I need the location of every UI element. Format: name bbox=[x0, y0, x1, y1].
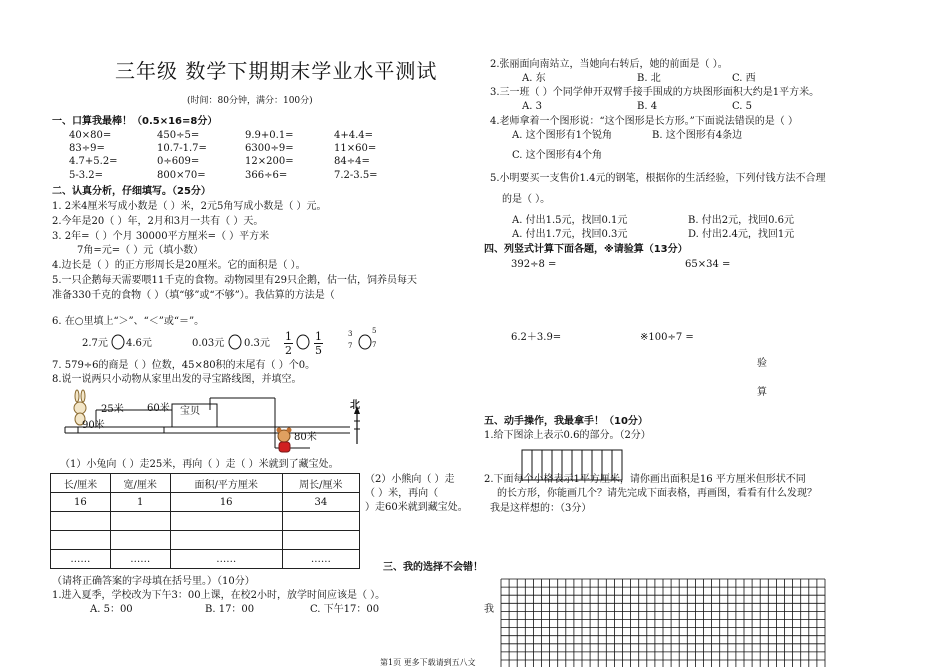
table-row bbox=[51, 531, 360, 550]
oral-calc-item: 366÷6= bbox=[245, 170, 288, 181]
fraction-numerator: 5 bbox=[372, 327, 377, 335]
page-footer: 第1页 更多下载请到五八文 bbox=[380, 658, 476, 667]
rectangle-table bbox=[50, 473, 360, 569]
calc-problem: 65×34 = bbox=[685, 259, 731, 270]
fill-question-3b: 7角=元=（ ）元（填小数） bbox=[77, 245, 204, 256]
fill-question-5a: 5.一只企鹅每天需要喂11千克的食物。动物园里有29只企鹅，估一估，饲养员每天 bbox=[52, 275, 417, 286]
bear-question-b: （ ）米，再向（ bbox=[365, 488, 439, 499]
choice-option: C. 5 bbox=[732, 101, 753, 112]
compare-value: 2.7元 bbox=[82, 338, 108, 349]
choice-option: C. 下午17：00 bbox=[310, 604, 380, 615]
choice-option: B. 17：00 bbox=[205, 604, 255, 615]
table-cell: 16 bbox=[170, 493, 282, 512]
map-label-north: 北 bbox=[350, 400, 360, 411]
fill-question-8: 8.说一说两只小动物从家里出发的寻宝路线图，并填空。 bbox=[52, 374, 302, 385]
choice-question-3: 3.三一班（ ）个同学伸开双臂手接手围成的方块图形面积大约是1平方米。 bbox=[490, 87, 820, 98]
table-cell: …… bbox=[51, 550, 111, 569]
table-cell[interactable] bbox=[282, 531, 359, 550]
table-cell[interactable] bbox=[51, 512, 111, 531]
treasure-route-map bbox=[60, 388, 390, 454]
table-header-row bbox=[51, 474, 360, 493]
verify-label: 验 bbox=[757, 358, 767, 369]
choice-question-5a: 5.小明要买一支售价1.4元的钢笔，根据你的生活经验，下列付钱方法不合理 bbox=[490, 173, 826, 184]
choice-option: A. 3 bbox=[522, 101, 542, 112]
fill-question-4: 4.边长是（ ）的正方形周长是20厘米。它的面积是（ ）。 bbox=[52, 260, 306, 271]
table-row bbox=[51, 493, 360, 512]
table-cell: …… bbox=[110, 550, 170, 569]
choice-option: B. 北 bbox=[637, 73, 661, 84]
fraction-numerator: 1 bbox=[285, 330, 292, 343]
oral-calc-item: 800×70= bbox=[157, 170, 206, 181]
oral-calc-item: 4.7+5.2= bbox=[69, 156, 118, 167]
fill-question-1: 1. 2米4厘米写成小数是（ ）米，2元5角写成小数是（ ）元。 bbox=[52, 201, 327, 212]
choice-note: （请将正确答案的字母填在括号里。）（10分） bbox=[52, 576, 255, 587]
choice-question-2: 2.张丽面向南站立，当她向右转后，她的前面是（ ）。 bbox=[490, 59, 728, 70]
table-header-cell: 面积/平方厘米 bbox=[170, 474, 282, 493]
oral-calc-item: 84÷4= bbox=[334, 156, 370, 167]
choice-option: A. 这个图形有1个锐角 bbox=[512, 130, 612, 141]
map-label-80m: 80米 bbox=[294, 432, 317, 443]
fill-question-3a: 3. 2年=（ ）个月 30000平方厘米=（ ）平方米 bbox=[52, 231, 270, 242]
oral-calc-item: 10.7-1.7= bbox=[157, 143, 207, 154]
table-cell: 1 bbox=[110, 493, 170, 512]
section-4-heading: 四、列竖式计算下面各题，※请验算（13分） bbox=[484, 244, 688, 255]
compare-circle[interactable] bbox=[111, 334, 125, 350]
oral-calc-item: 12×200= bbox=[245, 156, 294, 167]
choice-option: C. 这个图形有4个角 bbox=[512, 150, 603, 161]
operate-question-2a: 2.下面每个小格表示1平方厘米，请你画出面积是16 平方厘米但形状不同 bbox=[484, 474, 806, 485]
section-2-heading: 二、认真分析，仔细填写。（25分） bbox=[52, 186, 211, 197]
choice-option: A. 5：00 bbox=[90, 604, 133, 615]
table-cell: 34 bbox=[282, 493, 359, 512]
verify-label: 算 bbox=[757, 387, 767, 398]
choice-option: B. 4 bbox=[637, 101, 658, 112]
calc-problem: ※100÷7 = bbox=[640, 332, 694, 343]
oral-calc-item: 4+4.4= bbox=[334, 130, 374, 141]
fraction-denominator: 7 bbox=[372, 341, 377, 349]
table-cell[interactable] bbox=[110, 531, 170, 550]
calc-problem: 392÷8 = bbox=[511, 259, 557, 270]
oral-calc-item: 83÷9= bbox=[69, 143, 105, 154]
map-label-treasure: 宝贝 bbox=[180, 406, 200, 417]
choice-option: A. 付出1.5元，找回0.1元 bbox=[512, 215, 628, 226]
choice-option: C. 西 bbox=[732, 73, 756, 84]
fraction-numerator: 1 bbox=[315, 330, 322, 343]
operate-question-1: 1.给下图涂上表示0.6的部分。（2分） bbox=[484, 430, 651, 441]
choice-option: D. 付出2.4元，找回1元 bbox=[688, 229, 795, 240]
bear-question-a: （2）小熊向（ ）走 bbox=[365, 474, 455, 485]
page-subtitle: (时间：80分钟，满分：100分) bbox=[187, 96, 313, 106]
table-header-cell: 长/厘米 bbox=[51, 474, 111, 493]
table-cell: …… bbox=[282, 550, 359, 569]
table-header-cell: 周长/厘米 bbox=[282, 474, 359, 493]
choice-question-4: 4.老师拿着一个图形说：“这个图形是长方形。”下面说法错误的是（ ） bbox=[490, 116, 798, 127]
oral-calc-item: 450÷5= bbox=[157, 130, 200, 141]
compare-value: 4.6元 bbox=[126, 338, 152, 349]
table-cell[interactable] bbox=[170, 531, 282, 550]
fill-question-2: 2.今年是20（ ）年，2月和3月一共有（ ）天。 bbox=[52, 216, 264, 227]
calc-problem: 6.2＋3.9= bbox=[511, 332, 562, 343]
oral-calc-item: 0÷609= bbox=[157, 156, 200, 167]
compare-circle[interactable] bbox=[228, 334, 242, 350]
page-title: 三年级 数学下期期末学业水平测试 bbox=[115, 59, 438, 83]
table-cell[interactable] bbox=[51, 531, 111, 550]
oral-calc-item: 40×80= bbox=[69, 130, 112, 141]
oral-calc-item: 7.2-3.5= bbox=[334, 170, 378, 181]
bear-icon bbox=[277, 428, 292, 453]
fraction-denominator: 7 bbox=[348, 342, 353, 350]
fill-question-7: 7. 579÷6的商是（ ）位数，45×80积的末尾有（ ）个0。 bbox=[52, 360, 316, 371]
oral-calc-item: 6300÷9= bbox=[245, 143, 294, 154]
table-row bbox=[51, 512, 360, 531]
table-cell: 16 bbox=[51, 493, 111, 512]
choice-option: B. 这个图形有4条边 bbox=[652, 130, 743, 141]
square-grid[interactable] bbox=[500, 578, 826, 667]
fill-question-5b: 准备330千克的食物（ ）（填“够”或“不够”）。我估算的方法是（ bbox=[52, 290, 335, 301]
section-3-heading: 三、我的选择不会错！ bbox=[383, 562, 483, 573]
section-5-heading: 五、动手操作，我最拿手！（10分） bbox=[484, 416, 648, 427]
map-label-60m: 60米 bbox=[147, 403, 170, 414]
operate-question-2c: 我是这样想的：（3分） bbox=[490, 503, 592, 514]
oral-calc-item: 11×60= bbox=[334, 143, 377, 154]
table-header-cell: 宽/厘米 bbox=[110, 474, 170, 493]
table-cell[interactable] bbox=[170, 512, 282, 531]
compare-circle[interactable] bbox=[296, 334, 310, 350]
choice-option: A. 付出1.7元，找回0.3元 bbox=[512, 229, 628, 240]
oral-calc-item: 5-3.2= bbox=[69, 170, 104, 181]
compare-value: 0.3元 bbox=[244, 338, 270, 349]
section-1-heading: 一、口算我最棒！（0.5×16=8分） bbox=[52, 116, 218, 127]
fill-question-6: 6. 在○里填上“＞”、“＜”或“＝”。 bbox=[52, 316, 205, 327]
rabbit-question: （1）小兔向（ ）走25米，再向（ ）走（ ）米就到了藏宝处。 bbox=[60, 459, 339, 470]
choice-option: B. 付出2元，找回0.6元 bbox=[688, 215, 794, 226]
operate-question-2b: 的长方形，你能画几个？请先完成下面表格，再画图，看看有什么发现？ bbox=[497, 488, 817, 499]
table-cell[interactable] bbox=[282, 512, 359, 531]
answer-prefix: 我 bbox=[484, 604, 494, 615]
compare-circle[interactable] bbox=[358, 334, 372, 350]
map-label-25m: 25米 bbox=[101, 404, 124, 415]
bear-question-c: ）走60米就到藏宝处。 bbox=[365, 502, 468, 513]
choice-option: A. 东 bbox=[522, 73, 546, 84]
table-row bbox=[51, 550, 360, 569]
fraction-numerator: 3 bbox=[348, 330, 353, 338]
choice-question-5b: 的是（ ）。 bbox=[502, 194, 551, 205]
table-cell[interactable] bbox=[110, 512, 170, 531]
fraction-denominator: 2 bbox=[285, 344, 292, 357]
oral-calc-item: 9.9+0.1= bbox=[245, 130, 294, 141]
map-label-90m: 90米 bbox=[82, 420, 105, 431]
table-cell: …… bbox=[170, 550, 282, 569]
compare-value: 0.03元 bbox=[192, 338, 225, 349]
fraction-denominator: 5 bbox=[315, 344, 322, 357]
choice-question-1: 1.进入夏季，学校改为下午3：00上课，在校2小时，放学时间应该是（ ）。 bbox=[52, 590, 386, 601]
